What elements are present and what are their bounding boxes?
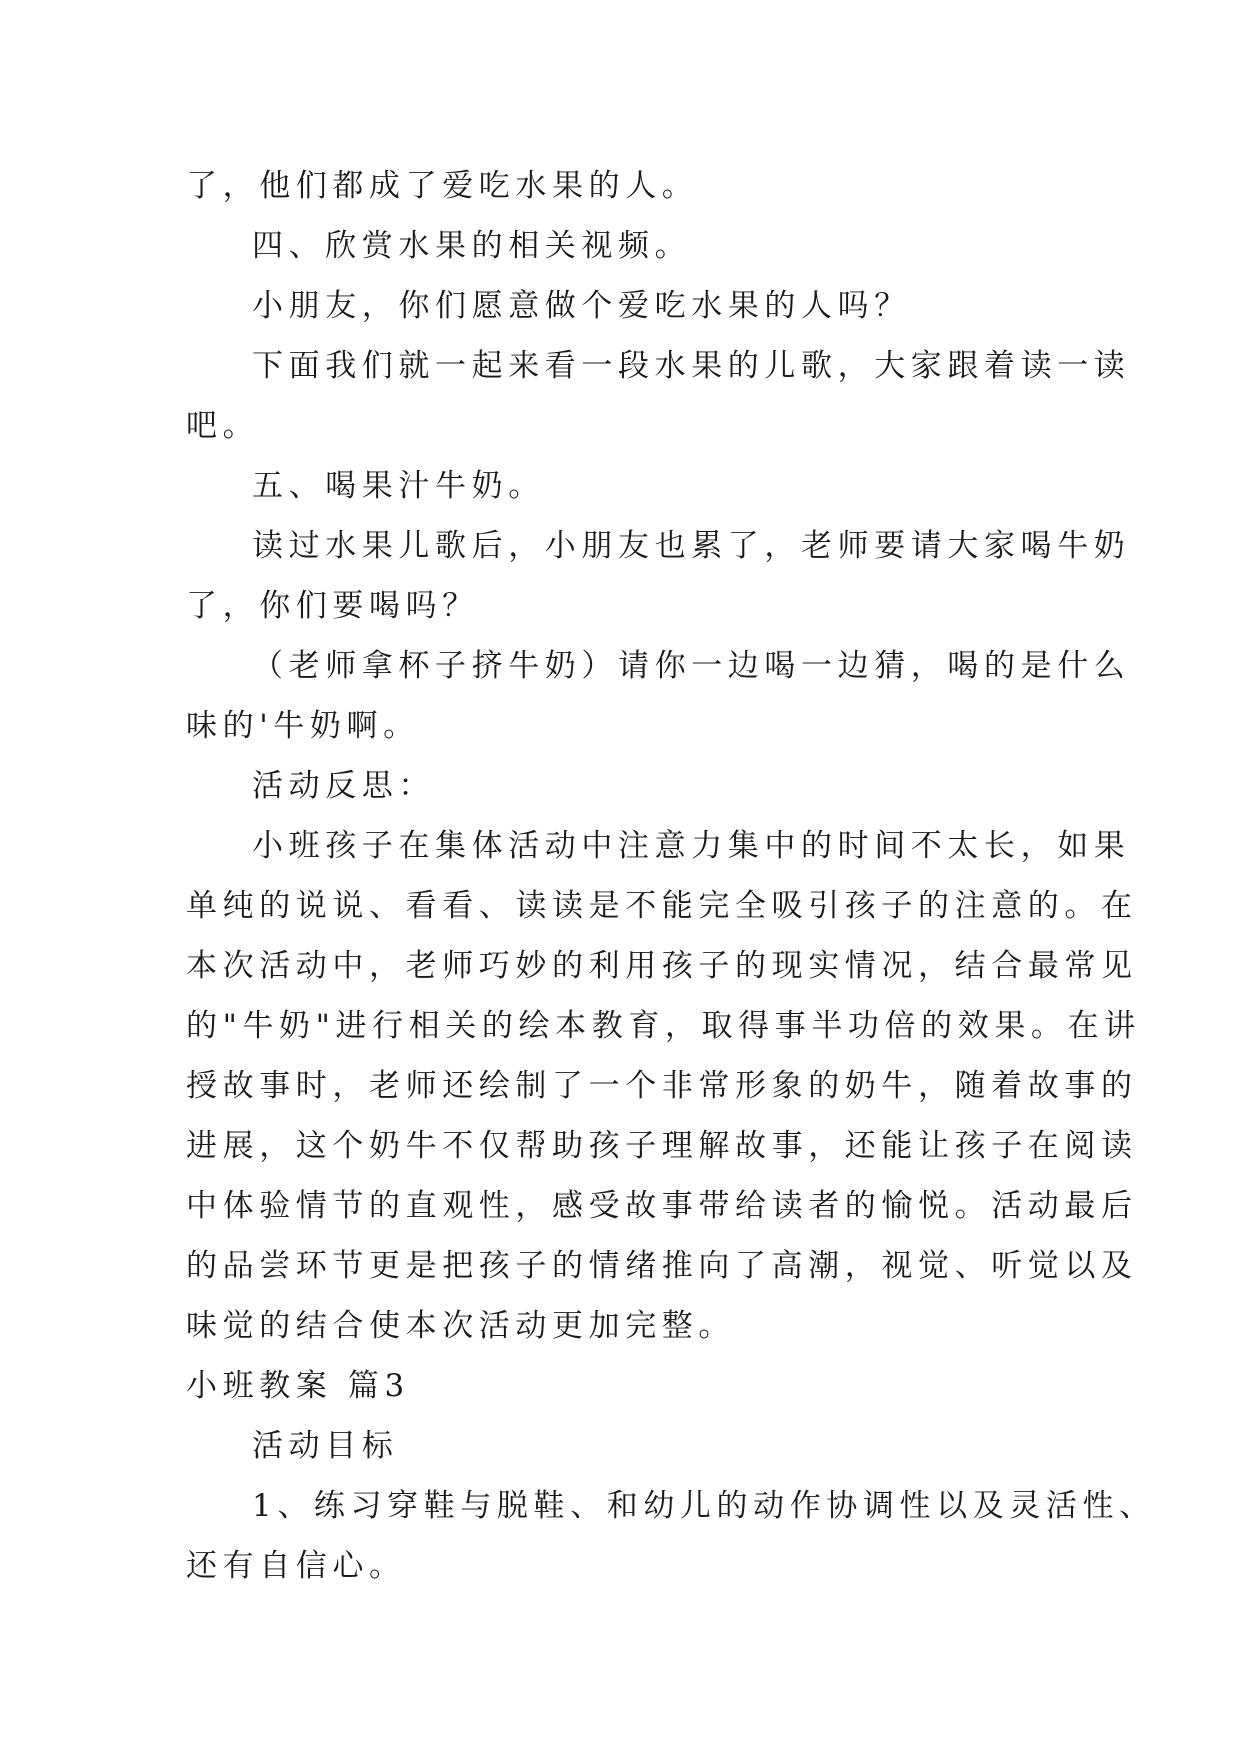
paragraph-line: 单纯的说说、看看、读读是不能完全吸引孩子的注意的。在 <box>186 888 1138 924</box>
objectives-heading: 活动目标 <box>252 1428 399 1464</box>
section-heading-five: 五、喝果汁牛奶。 <box>252 468 545 504</box>
section-heading-four: 四、欣赏水果的相关视频。 <box>252 228 692 264</box>
paragraph-line: 读过水果儿歌后，小朋友也累了，老师要请大家喝牛奶 <box>252 528 1131 564</box>
reflection-heading: 活动反思： <box>252 768 435 804</box>
paragraph-line: 的品尝环节更是把孩子的情绪推向了高潮，视觉、听觉以及 <box>186 1248 1138 1284</box>
paragraph-line: 了，你们要喝吗？ <box>186 588 479 624</box>
paragraph-line: 还有自信心。 <box>186 1548 406 1584</box>
paragraph-line: 了，他们都成了爱吃水果的人。 <box>186 168 699 204</box>
paragraph-line: 本次活动中，老师巧妙的利用孩子的现实情况，结合最常见 <box>186 948 1138 984</box>
paragraph-line: 小朋友，你们愿意做个爱吃水果的人吗？ <box>252 288 911 324</box>
paragraph-line: 中体验情节的直观性，感受故事带给读者的愉悦。活动最后 <box>186 1188 1138 1224</box>
document-body <box>186 156 1156 1596</box>
paragraph-line: 下面我们就一起来看一段水果的儿歌，大家跟着读一读 <box>252 348 1131 384</box>
paragraph-line: 1、练习穿鞋与脱鞋、和幼儿的动作协调性以及灵活性、 <box>252 1488 1156 1524</box>
lesson-plan-title: 小班教案 篇3 <box>186 1368 410 1404</box>
paragraph-line: 的"牛奶"进行相关的绘本教育，取得事半功倍的效果。在讲 <box>186 1008 1141 1044</box>
paragraph-line: 味的'牛奶啊。 <box>186 708 420 744</box>
paragraph-line: 吧。 <box>186 408 260 444</box>
paragraph-line: 味觉的结合使本次活动更加完整。 <box>186 1308 735 1344</box>
paragraph-line: 小班孩子在集体活动中注意力集中的时间不太长，如果 <box>252 828 1131 864</box>
paragraph-line: （老师拿杯子挤牛奶）请你一边喝一边猜，喝的是什么 <box>252 648 1131 684</box>
paragraph-line: 进展，这个奶牛不仅帮助孩子理解故事，还能让孩子在阅读 <box>186 1128 1138 1164</box>
paragraph-line: 授故事时，老师还绘制了一个非常形象的奶牛，随着故事的 <box>186 1068 1138 1104</box>
